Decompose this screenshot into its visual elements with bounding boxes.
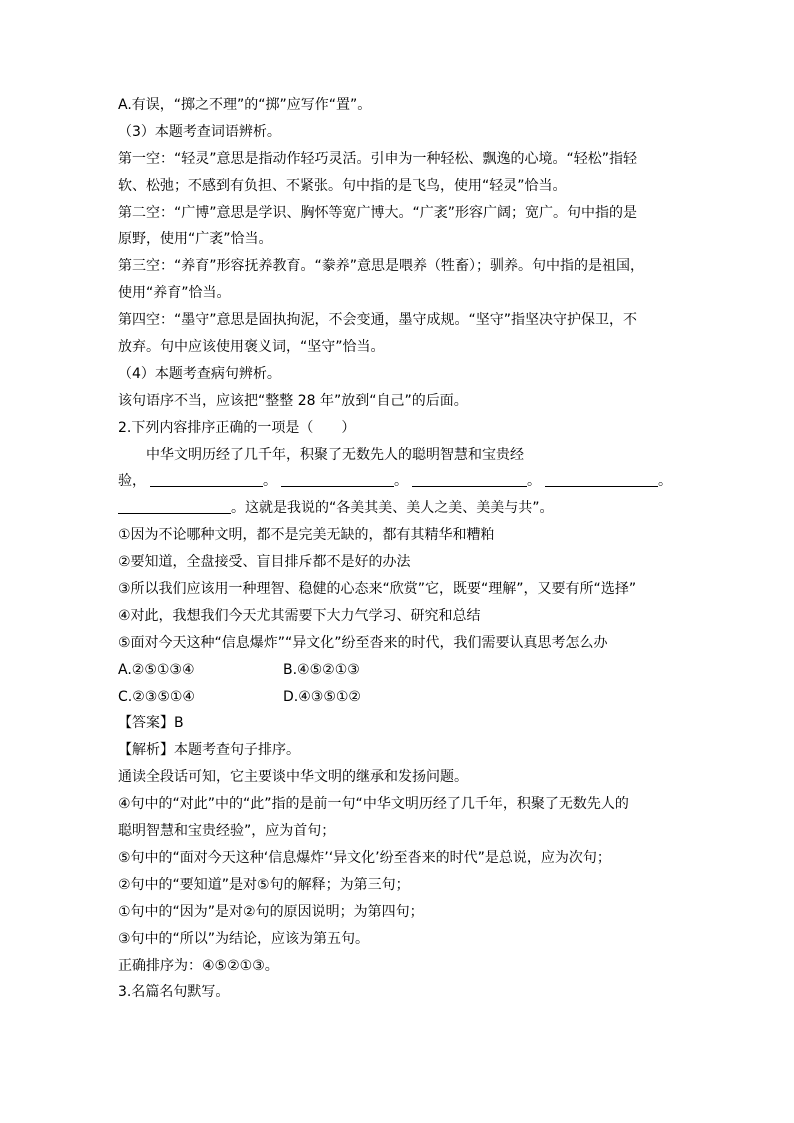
sentence-item: ①因为不论哪种文明，都不是完美无缺的，都有其精华和糟粕 [118,527,495,544]
fill-blank-1 [150,485,263,487]
text-line: 正确排序为：④⑤②①③。 [118,957,279,974]
text-line: ①句中的“因为”是对②句的原因说明；为第四句； [118,903,424,920]
text-line: 该句语序不当，应该把“整整 28 年”放到“自己”的后面。 [118,392,468,409]
text-line: ②句中的“要知道”是对⑤句的解释；为第三句； [118,876,410,893]
text-line: A.有误，“掷之不理”的“掷”应写作“置”。 [118,97,372,113]
question-3-stem: 3.名篇名句默写。 [118,984,230,1001]
blank-separator: 。 [394,473,408,490]
blank-separator: 。 [527,473,541,490]
passage-line-1: 中华文明历经了几千年，积聚了无数先人的聪明智慧和宝贵经 [146,446,524,463]
option-b: B.④⑤②①③ [283,661,360,678]
fill-blank-5 [118,512,231,514]
passage-line-3-end: 。这就是我说的“各美其美、美人之美、美美与共”。 [231,500,554,517]
text-line: （4）本题考查病句辨析。 [118,365,281,382]
sentence-item: ④对此，我想我们今天尤其需要下大力气学习、研究和总结 [118,607,481,624]
text-line: 使用“养育”恰当。 [118,285,231,302]
text-line: ③句中的“所以”为结论，应该为第五句。 [118,930,370,947]
text-line: 通读全段话可知，它主要谈中华文明的继承和发扬问题。 [118,769,468,786]
passage-line-3 [118,495,678,522]
sentence-item: ③所以我们应该用一种理智、稳健的心态来“欣赏”它，既要“理解”，又要有所“选择” [118,581,637,598]
text-line: 聪明智慧和宝贵经验”，应为首句； [118,823,336,840]
option-c: C.②③⑤①④ [118,688,195,705]
blank-separator: 。 [263,473,277,490]
fill-blank-4 [545,485,658,487]
options-row-2 [118,684,678,711]
text-line: （3）本题考查词语辨析。 [118,123,281,140]
fill-blank-2 [281,485,394,487]
text-line: 原野，使用“广袤”恰当。 [118,231,273,248]
text-line: ⑤句中的“面对今天这种‘信息爆炸’‘异文化’纷至沓来的时代”是总说，应为次句； [118,849,611,866]
page-content [118,92,678,1006]
sentence-item: ⑤面对今天这种“信息爆炸”“异文化”纷至沓来的时代，我们需要认真思考怎么办 [118,634,608,651]
text-line: 软、松弛；不感到有负担、不紧张。句中指的是飞鸟，使用“轻灵”恰当。 [118,177,567,194]
sentence-item: ②要知道，全盘接受、盲目排斥都不是好的办法 [118,554,411,571]
text-line: ④句中的“对此”中的“此”指的是前一句“中华文明历经了几千年，积聚了无数先人的 [118,796,629,813]
text-line: 第二空：“广博”意思是学识、胸怀等宽广博大。“广袤”形容广阔；宽广。句中指的是 [118,204,638,221]
options-row-1 [118,657,678,684]
text-line: 第一空：“轻灵”意思是指动作轻巧灵活。引申为一种轻松、飘逸的心境。“轻松”指轻 [118,150,638,167]
option-a: A.②⑤①③④ [118,661,195,678]
passage-line-2 [118,468,678,495]
option-d: D.④③⑤①② [283,688,361,705]
analysis-line: 【解析】本题考查句子排序。 [118,742,300,759]
fill-blank-3 [412,485,527,487]
text-line: 第三空：“养育”形容抚养教育。“豢养”意思是喂养（牲畜）；驯养。句中指的是祖国， [118,258,645,275]
passage-line-2-start: 验， [118,473,146,490]
question-2-stem: 2.下列内容排序正确的一项是（ ） [118,419,356,436]
text-line: 放弃。句中应该使用褒义词，“坚守”恰当。 [118,339,385,356]
answer-line: 【答案】B [118,715,184,732]
text-line: 第四空：“墨守”意思是固执拘泥，不会变通，墨守成规。“坚守”指坚决守护保卫，不 [118,312,638,329]
blank-separator: 。 [658,473,672,490]
